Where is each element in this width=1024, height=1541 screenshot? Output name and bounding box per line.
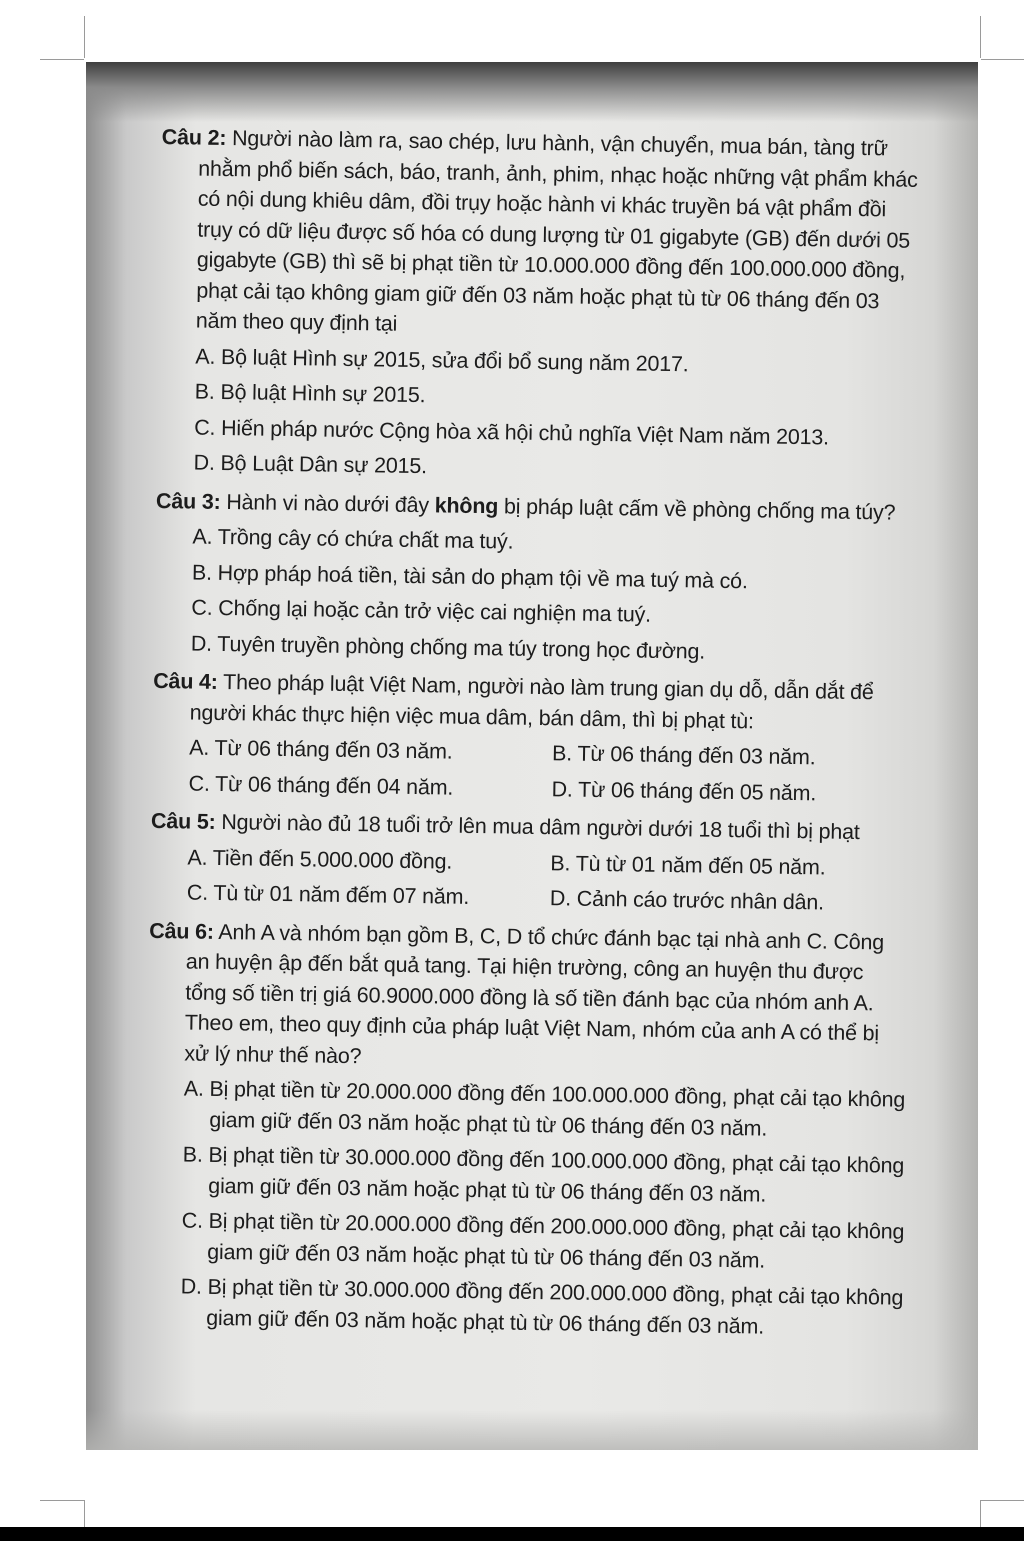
- question-text: Anh A và nhóm bạn gồm B, C, D tổ chức đánh bạc tại nhà anh C. Công an huyện ập đến bắt quả tang. Tại hiện trường, công an huyện thu được tổng số tiền trị giá 60.9000.000 đồng là số tiền đánh bạc của nhóm anh A. Theo em, theo quy định của pháp luật Việt Nam, nhóm của anh A có thể bị xử lý như thế nào?: [184, 919, 885, 1068]
- question-list: [143, 122, 922, 1344]
- question-text: Người nào đủ 18 tuổi trở lên mua dâm người dưới 18 tuổi thì bị phạt: [221, 810, 860, 845]
- option-4c: C. Từ 06 tháng đến 04 năm.: [188, 771, 454, 800]
- question-label: Câu 6:: [149, 918, 214, 944]
- option-2b: B. Bộ luật Hình sự 2015.: [194, 379, 426, 408]
- option-5d: D. Cảnh cáo trước nhân dân.: [549, 886, 825, 915]
- option-2a: A. Bộ luật Hình sự 2015, sửa đổi bổ sung năm 2017.: [195, 344, 689, 376]
- crop-mark-bottom-right-vertical: [980, 1500, 981, 1527]
- question-6: [147, 915, 909, 1079]
- option-6c: C. Bị phạt tiền từ 20.000.000 đồng đến 200.000.000 đồng, phạt cải tạo không giam giữ đến 03 năm hoặc phạt tù từ 06 tháng đến 03 năm.: [181, 1208, 905, 1273]
- question-text: Hành vi nào dưới đây: [226, 489, 430, 517]
- option-5b: B. Tù từ 01 năm đến 05 năm.: [550, 850, 826, 880]
- crop-mark-bottom-right-horizontal: [981, 1500, 1024, 1501]
- option-6b: B. Bị phạt tiền từ 30.000.000 đồng đến 100.000.000 đồng, phạt cải tạo không giam giữ đến 03 năm hoặc phạt tù từ 06 tháng đến 03 năm.: [182, 1142, 905, 1207]
- question-2: [159, 122, 922, 347]
- question-text: bị pháp luật cấm về phòng chống ma túy?: [503, 493, 896, 525]
- option-2c: C. Hiến pháp nước Cộng hòa xã hội chủ nghĩa Việt Nam năm 2013.: [194, 415, 830, 450]
- crop-mark-bottom-left-horizontal: [40, 1500, 84, 1501]
- option-5a: A. Tiền đến 5.000.000 đồng.: [187, 844, 453, 874]
- question-label: Câu 3:: [155, 488, 221, 514]
- question-label: Câu 2:: [161, 124, 227, 151]
- option-4a: A. Từ 06 tháng đến 03 năm.: [188, 735, 453, 764]
- question-emphasis: không: [434, 492, 499, 518]
- page-photo: [86, 62, 978, 1450]
- option-row: [189, 733, 912, 775]
- question-label: Câu 4:: [153, 668, 218, 694]
- option-4d: D. Từ 06 tháng đến 05 năm.: [551, 776, 817, 805]
- option-4b: B. Từ 06 tháng đến 03 năm.: [551, 741, 816, 770]
- question-4: [152, 666, 913, 739]
- question-text: Người nào làm ra, sao chép, lưu hành, vận chuyển, mua bán, tàng trữ nhằm phổ biến sách, báo, tranh, ảnh, phim, nhạc hoặc những vật phẩm khác có nội dung khiêu dâm, đồi trụy hoặc hành vi khác truyền bá vật phẩm đồi trụy có dữ liệu được số hóa có dung lượng từ 01 gigabyte (GB) đến dưới 05 gigabyte (GB) thì sẽ bị phạt tiền từ 10.000.000 đồng đến 100.000.000 đồng, phạt cải tạo không giam giữ đến 03 năm hoặc phạt tù từ 06 tháng đến 03 năm theo quy định tại: [195, 126, 918, 336]
- option-3a: A. Trồng cây có chứa chất ma tuý.: [192, 524, 514, 554]
- question-label: Câu 5:: [150, 808, 216, 834]
- bottom-black-bar: [0, 1527, 1024, 1541]
- option-5c: C. Tù từ 01 năm đếm 07 năm.: [186, 880, 470, 909]
- option-3d: D. Tuyên truyền phòng chống ma túy trong học đường.: [190, 631, 706, 664]
- crop-mark-top-left-vertical: [84, 16, 85, 58]
- crop-mark-top-right-vertical: [980, 16, 981, 58]
- option-6a: A. Bị phạt tiền từ 20.000.000 đồng đến 100.000.000 đồng, phạt cải tạo không giam giữ đến 03 năm hoặc phạt tù từ 06 tháng đến 03 năm.: [183, 1076, 906, 1141]
- option-3b: B. Hợp pháp hoá tiền, tài sản do phạm tội về ma tuý mà có.: [191, 560, 748, 593]
- option-2d: D. Bộ Luật Dân sự 2015.: [193, 450, 428, 479]
- crop-mark-top-left-horizontal: [40, 59, 84, 60]
- option-3c: C. Chống lại hoặc cản trở việc cai nghiện ma tuý.: [191, 595, 652, 627]
- crop-mark-bottom-left-vertical: [84, 1500, 85, 1527]
- option-row: [187, 842, 910, 884]
- question-text: Theo pháp luật Việt Nam, người nào làm trung gian dụ dỗ, dẫn dắt để người khác thực hiện việc mua dâm, bán dâm, thì bị phạt tù:: [189, 670, 874, 733]
- option-6d: D. Bị phạt tiền từ 30.000.000 đồng đến 200.000.000 đồng, phạt cải tạo không giam giữ đến 03 năm hoặc phạt tù từ 06 tháng đến 03 năm.: [180, 1274, 904, 1339]
- crop-mark-top-right-horizontal: [981, 59, 1024, 60]
